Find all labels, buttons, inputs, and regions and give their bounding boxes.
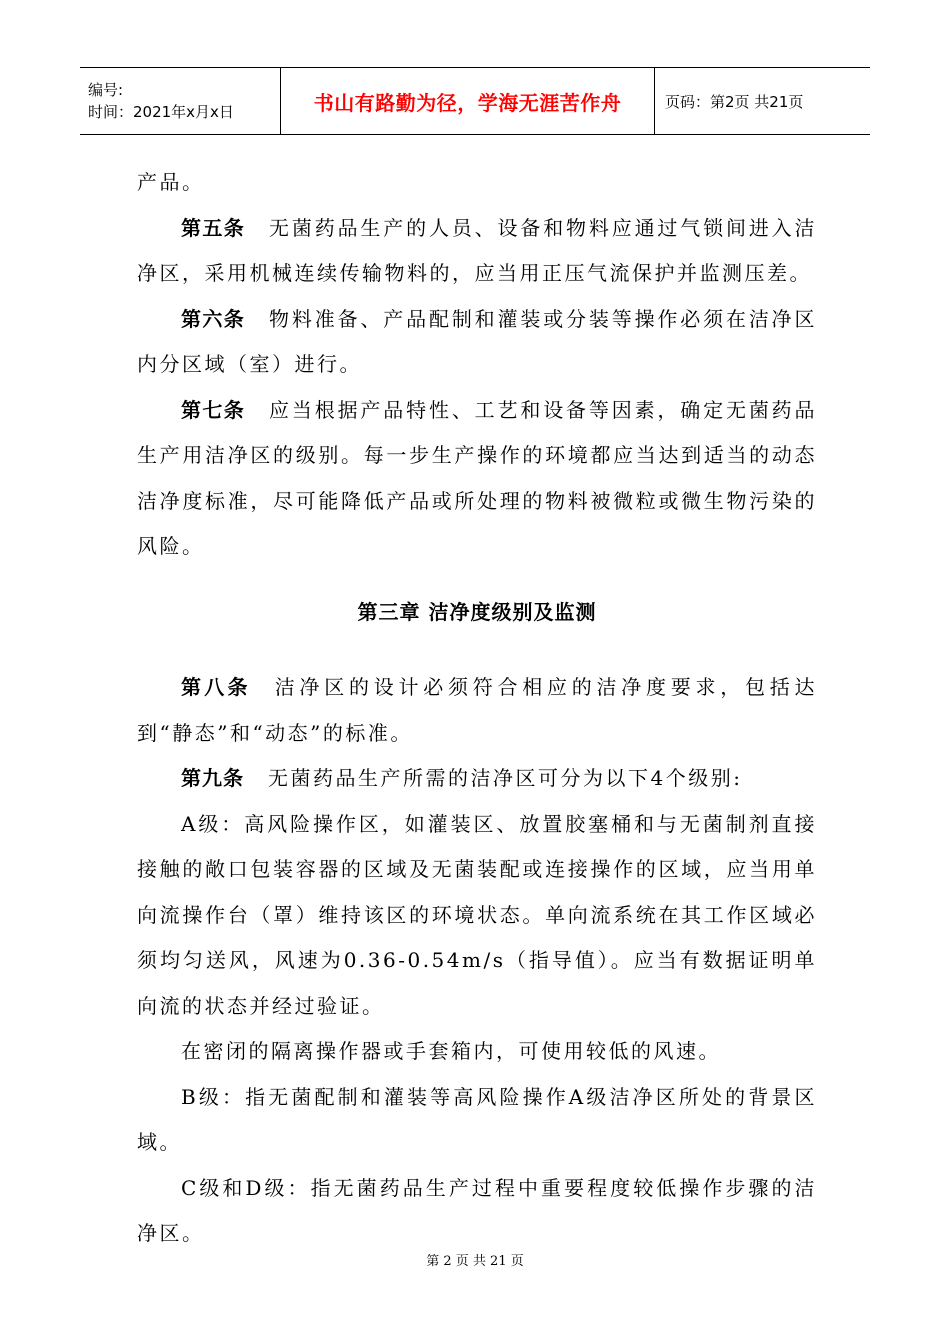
header-motto-cell — [281, 68, 655, 134]
article-7-title: 第七条 — [181, 397, 246, 422]
article-5-text: 无菌药品生产的人员、设备和物料应通过气锁间进入洁净区，采用机械连续传输物料的，应当用正压气流保护并监测压差。 — [137, 215, 818, 285]
article-5-title: 第五条 — [181, 215, 246, 240]
header-page-info: 页码：第2页 共21页 — [665, 92, 804, 111]
grade-b-paragraph: B级：指无菌配制和灌装等高风险操作A级洁净区所处的背景区域。 — [137, 1084, 817, 1154]
article-7-text: 应当根据产品特性、工艺和设备等因素，确定无菌药品生产用洁净区的级别。每一步生产操作的环境都应当达到适当的动态洁净度标准，尽可能降低产品或所处理的物料被微粒或微生物污染的风险。 — [137, 397, 818, 558]
document-body — [137, 160, 817, 1257]
document-time-label: 时间：2021年x月x日 — [88, 103, 234, 121]
article-9-text: 无菌药品生产所需的洁净区可分为以下4个级别: — [268, 766, 743, 790]
header-motto: 书山有路勤为径，学海无涯苦作舟 — [313, 90, 622, 115]
article-7 — [137, 388, 817, 570]
article-6-title: 第六条 — [181, 306, 246, 331]
article-5 — [137, 206, 817, 297]
paragraph-continuation: 产品。 — [137, 170, 205, 194]
header-meta-cell — [80, 68, 281, 134]
article-6 — [137, 297, 817, 388]
chapter-title: 第三章 洁净度级别及监测 — [357, 599, 597, 624]
article-8-title: 第八条 — [181, 675, 251, 699]
grade-a-paragraph: A级：高风险操作区，如灌装区、放置胶塞桶和与无菌制剂直接接触的敞口包装容器的区域及无菌装配或连接操作的区域，应当用单向流操作台（罩）维持该区的环境状态。单向流系统在其工作区域必须均匀送风，风速为0.36-0.54m/s（指导值）。应当有数据证明单向流的状态并经过验证。 — [137, 811, 817, 1018]
article-8-text: 洁净区的设计必须符合相应的洁净度要求，包括达到“静态”和“动态”的标准。 — [137, 675, 817, 745]
article-8 — [137, 665, 817, 756]
article-9-title: 第九条 — [181, 766, 244, 790]
document-number-label: 编号: — [88, 81, 124, 99]
page-footer: 第 2 页 共 21 页 — [426, 1254, 524, 1269]
grade-cd-paragraph: C级和D级：指无菌药品生产过程中重要程度较低操作步骤的洁净区。 — [137, 1175, 817, 1245]
isolator-paragraph: 在密闭的隔离操作器或手套箱内，可使用较低的风速。 — [181, 1039, 721, 1063]
article-9 — [137, 756, 817, 802]
document-header — [80, 67, 870, 135]
article-6-text: 物料准备、产品配制和灌装或分装等操作必须在洁净区内分区域（室）进行。 — [137, 306, 818, 376]
